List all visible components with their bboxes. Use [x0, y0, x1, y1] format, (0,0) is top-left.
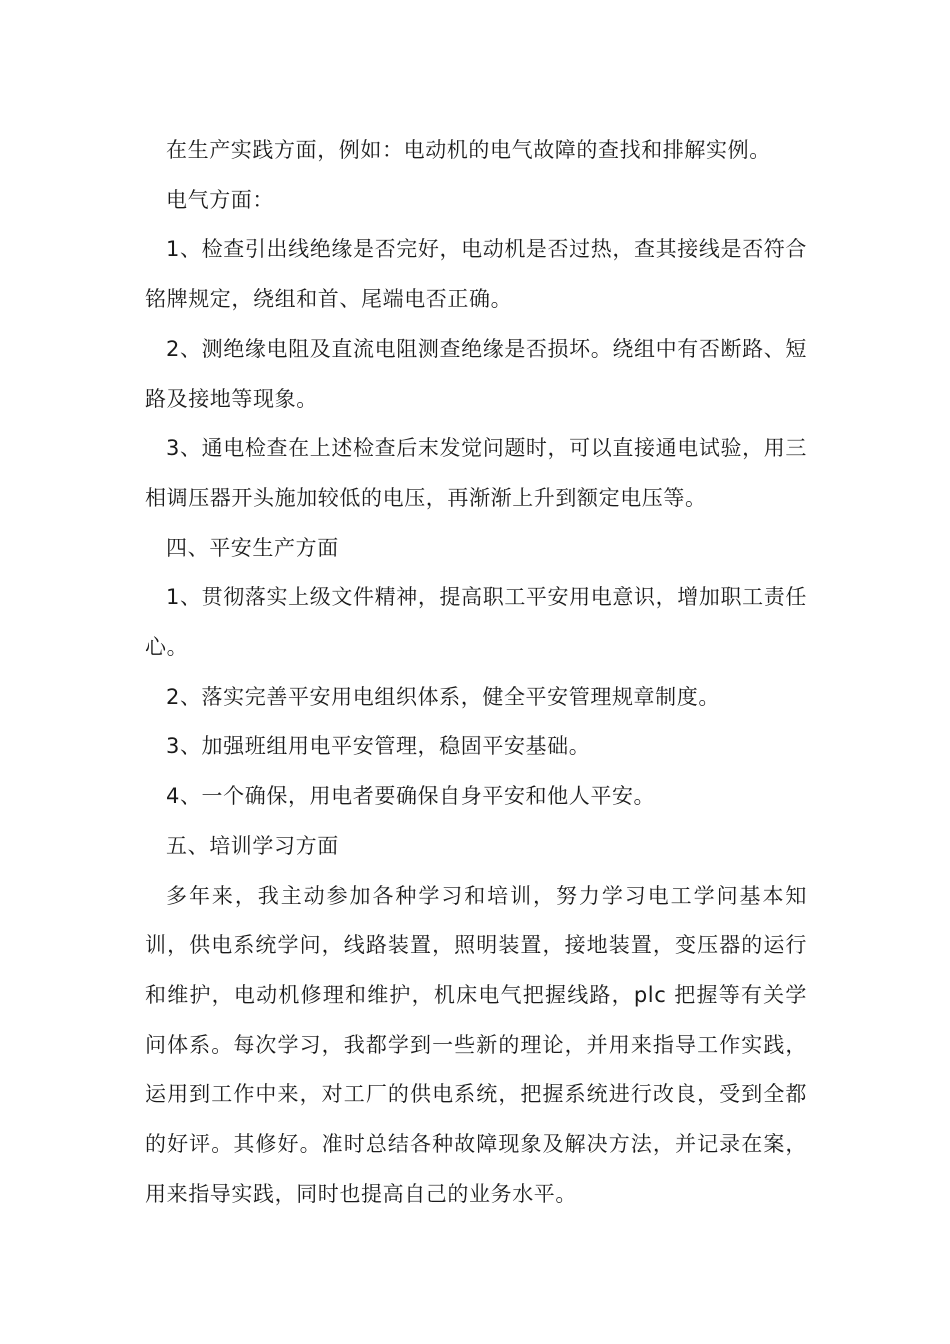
heading-electrical: 电气方面： — [166, 187, 274, 212]
paragraph-electrical-2: 2、测绝缘电阻及直流电阻测查绝缘是否损坏。绕组中有否断路、短路及接地等现象。 — [145, 336, 807, 411]
heading-training: 五、培训学习方面 — [166, 833, 339, 858]
paragraph-electrical-3: 3、通电检查在上述检查后末发觉问题时，可以直接通电试验，用三相调压器开头施加较低的电压，再渐渐上升到额定电压等。 — [145, 436, 807, 510]
paragraph-training: 多年来，我主动参加各种学习和培训，努力学习电工学问基本知训，供电系统学问，线路装置，照明装置，接地装置，变压器的运行和维护，电动机修理和维护，机床电气把握线路，plc 把握等有关学问体系。每次学习，我都学到一些新的理论，并用来指导工作实践，运用到工作中来，对工厂的供电系统，把握系统进行改良，受到全都的好评。其修好。准时总结各种故障现象及解决方法，并记录在案，用来指导实践，同时也提高自己的业务水平。 — [145, 883, 807, 1206]
paragraph-electrical-1: 1、检查引出线绝缘是否完好，电动机是否过热，查其接线是否符合铭牌规定，绕组和首、尾端电否正确。 — [145, 237, 807, 312]
paragraph-intro: 在生产实践方面，例如：电动机的电气故障的查找和排解实例。 — [166, 138, 771, 162]
paragraph-safety-2: 2、落实完善平安用电组织体系，健全平安管理规章制度。 — [166, 684, 720, 709]
heading-safety: 四、平安生产方面 — [166, 535, 339, 560]
document-body — [145, 126, 807, 1219]
paragraph-safety-1: 1、贯彻落实上级文件精神，提高职工平安用电意识，增加职工责任心。 — [145, 585, 807, 660]
paragraph-safety-4: 4、一个确保，用电者要确保自身平安和他人平安。 — [166, 784, 656, 809]
paragraph-safety-3: 3、加强班组用电平安管理，稳固平安基础。 — [166, 734, 591, 759]
